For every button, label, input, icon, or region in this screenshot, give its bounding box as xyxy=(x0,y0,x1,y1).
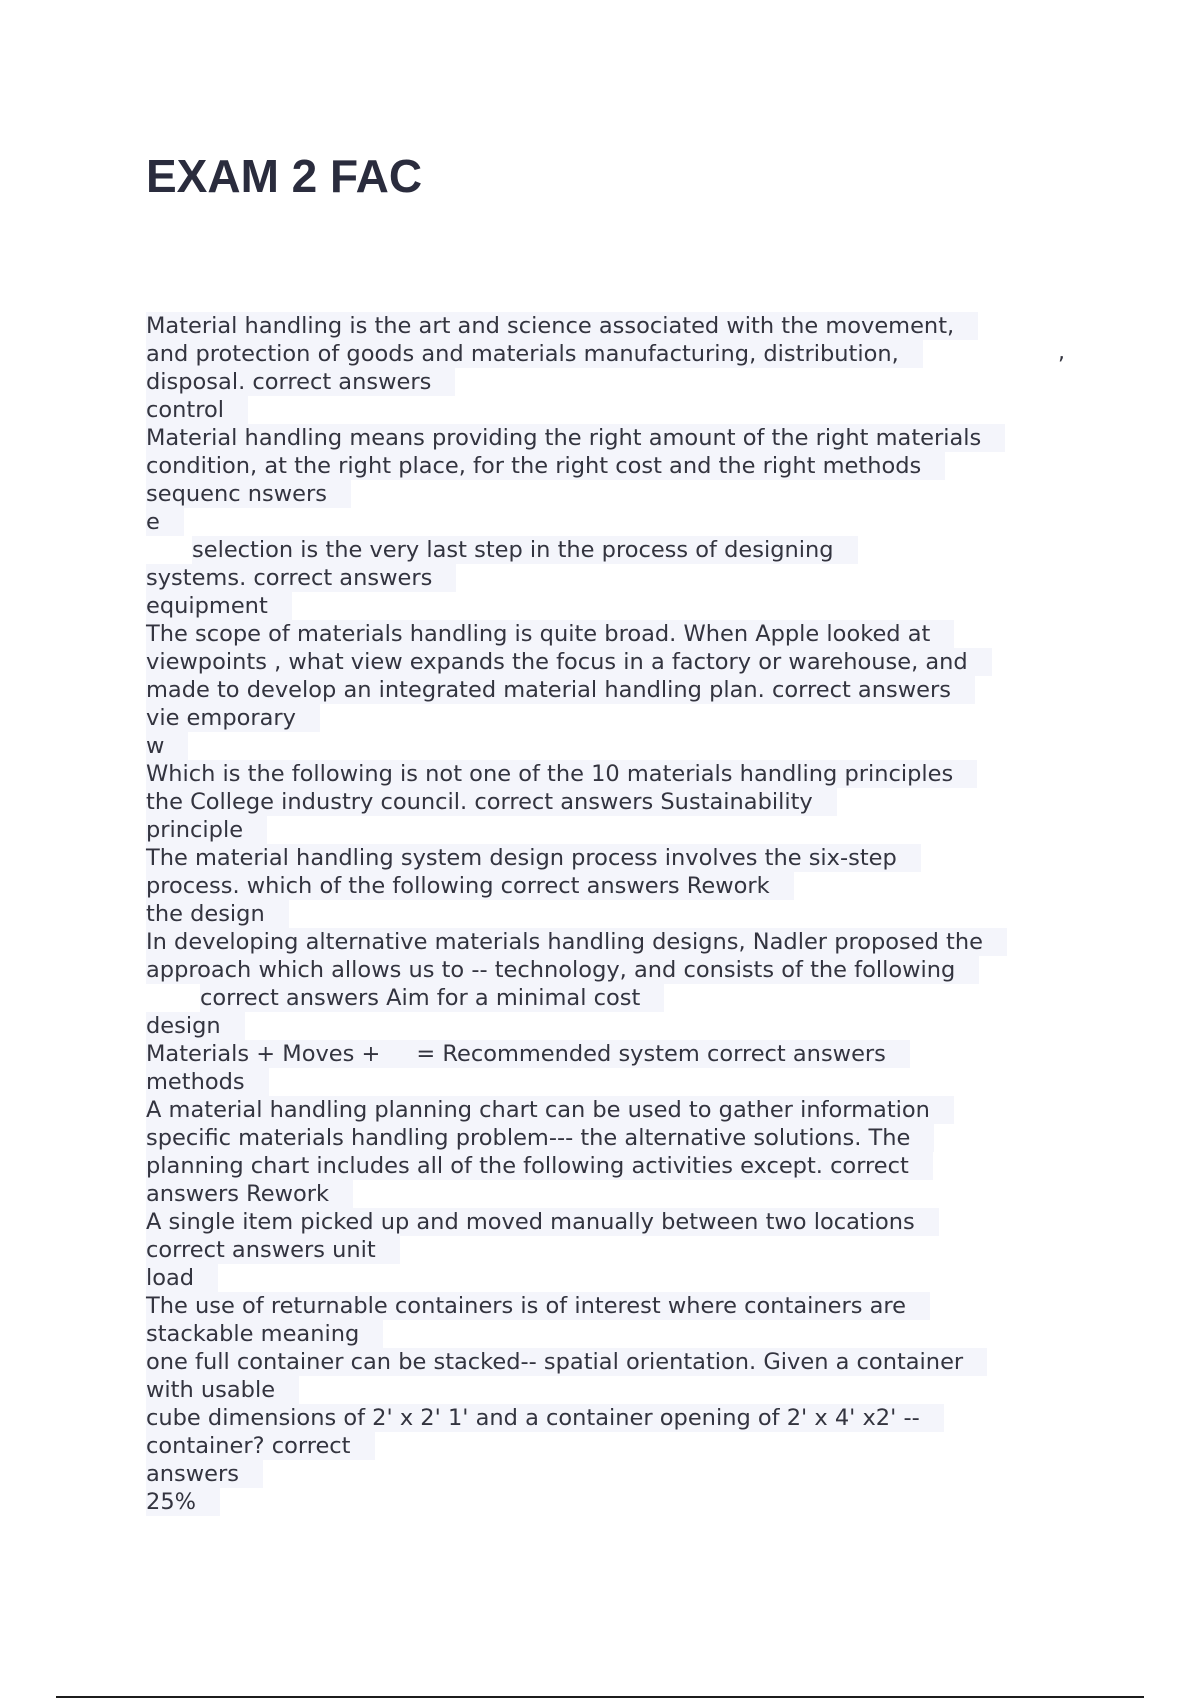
text-line: 25% xyxy=(146,1488,1086,1516)
text-line: vie emporary xyxy=(146,704,1086,732)
text-line: the design xyxy=(146,900,1086,928)
text-line: condition, at the right place, for the right cost and the right methods xyxy=(146,452,1086,480)
text-line: In developing alternative materials handling designs, Nadler proposed the xyxy=(146,928,1086,956)
formula-left: Materials + Moves + xyxy=(146,1041,381,1067)
text-line: equipment xyxy=(146,592,1086,620)
document-body xyxy=(146,312,1086,1516)
text-line: sequenc nswers xyxy=(146,480,1086,508)
document-title: EXAM 2 FAC xyxy=(146,150,423,202)
text-line: and protection of goods and materials manufacturing, distribution, xyxy=(146,340,1086,368)
footer-divider xyxy=(56,1696,1144,1698)
text-line: with usable xyxy=(146,1376,1086,1404)
text-line: e xyxy=(146,508,1086,536)
text-line: The use of returnable containers is of interest where containers are xyxy=(146,1292,1086,1320)
text-line: The scope of materials handling is quite broad. When Apple looked at xyxy=(146,620,1086,648)
text-line: process. which of the following correct answers Rework xyxy=(146,872,1086,900)
text-line: one full container can be stacked-- spatial orientation. Given a container xyxy=(146,1348,1086,1376)
text-line: principle xyxy=(146,816,1086,844)
stray-comma: , xyxy=(1058,340,1065,365)
text-line: A single item picked up and moved manually between two locations xyxy=(146,1208,1086,1236)
text-line: cube dimensions of 2' x 2' 1' and a container opening of 2' x 4' x2' -- xyxy=(146,1404,1086,1432)
text-line: design xyxy=(146,1012,1086,1040)
text-line: methods xyxy=(146,1068,1086,1096)
text-line: Which is the following is not one of the 10 materials handling principles xyxy=(146,760,1086,788)
text-line: selection is the very last step in the process of designing xyxy=(146,536,1086,564)
text-line: control xyxy=(146,396,1086,424)
text-line: disposal. correct answers xyxy=(146,368,1086,396)
text-line: planning chart includes all of the following activities except. correct xyxy=(146,1152,1086,1180)
text-line: systems. correct answers xyxy=(146,564,1086,592)
text-line: stackable meaning xyxy=(146,1320,1086,1348)
text-line: Material handling means providing the right amount of the right materials xyxy=(146,424,1086,452)
text-line: answers Rework xyxy=(146,1180,1086,1208)
text-line: correct answers Aim for a minimal cost xyxy=(146,984,1086,1012)
text-line: made to develop an integrated material handling plan. correct answers xyxy=(146,676,1086,704)
text-line: A material handling planning chart can be used to gather information xyxy=(146,1096,1086,1124)
text-line: Material handling is the art and science associated with the movement, xyxy=(146,312,1086,340)
text-line: container? correct xyxy=(146,1432,1086,1460)
text-line: The material handling system design process involves the six-step xyxy=(146,844,1086,872)
text-line: load xyxy=(146,1264,1086,1292)
formula-right: = Recommended system correct answers xyxy=(416,1041,886,1067)
text-line: w xyxy=(146,732,1086,760)
text-line: the College industry council. correct answers Sustainability xyxy=(146,788,1086,816)
text-line: approach which allows us to -- technology, and consists of the following xyxy=(146,956,1086,984)
text-line xyxy=(146,1040,1086,1068)
text-line: viewpoints , what view expands the focus in a factory or warehouse, and xyxy=(146,648,1086,676)
text-line: specific materials handling problem--- the alternative solutions. The xyxy=(146,1124,1086,1152)
text-line: correct answers unit xyxy=(146,1236,1086,1264)
text-line: answers xyxy=(146,1460,1086,1488)
